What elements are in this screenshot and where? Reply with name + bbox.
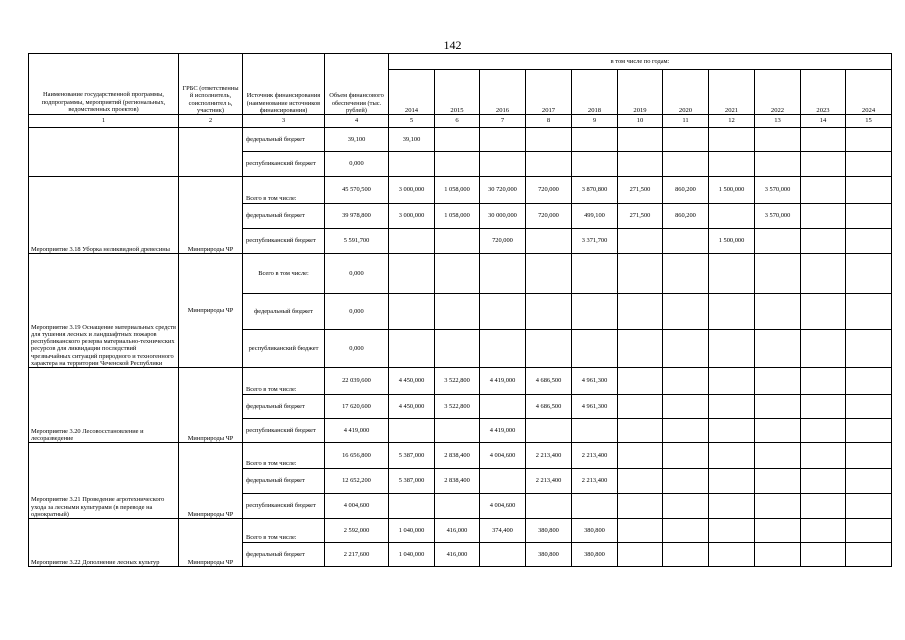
header-by-years: в том числе по годам: [389,54,892,70]
volume-cell: 2 217,600 [325,543,389,567]
year-cell: 2 213,400 [572,469,618,494]
volume-cell: 0,000 [325,152,389,177]
year-cell: 3 870,800 [572,177,618,204]
header-year: 2015 [435,70,480,115]
year-cell: 3 570,000 [755,204,801,229]
col-number: 6 [435,115,480,128]
year-cell: 30 000,000 [480,204,526,229]
year-cell: 1 500,000 [709,177,755,204]
source-cell: федеральный бюджет [243,543,325,567]
source-cell: республиканский бюджет [243,152,325,177]
year-cell: 720,000 [526,204,572,229]
grbs-cell: Минприроды ЧР [179,368,243,443]
source-cell: федеральный бюджет [243,294,325,330]
table-row [29,128,892,152]
year-cell: 4 450,000 [389,395,435,419]
year-cell: 380,800 [572,519,618,543]
header-name: Наименование государственной программы, подпрограммы, мероприятий (региональных, ведомственных проектов) [29,54,179,115]
year-cell: 2 213,400 [572,443,618,469]
header-year: 2018 [572,70,618,115]
source-cell: федеральный бюджет [243,469,325,494]
header-volume: Объем финансового обеспечения (тыс. рублей) [325,54,389,115]
source-cell: Всего в том числе: [243,519,325,543]
volume-cell: 17 620,600 [325,395,389,419]
year-cell: 3 522,800 [435,368,480,395]
grbs-cell: Минприроды ЧР [179,254,243,368]
grbs-cell: Минприроды ЧР [179,443,243,519]
table-row [29,368,892,395]
col-number: 5 [389,115,435,128]
year-cell: 2 213,400 [526,443,572,469]
year-cell: 271,500 [618,177,663,204]
col-number: 2 [179,115,243,128]
year-cell: 4 419,000 [480,419,526,443]
year-cell: 30 720,000 [480,177,526,204]
col-number: 13 [755,115,801,128]
year-cell: 720,000 [526,177,572,204]
year-cell: 3 000,000 [389,204,435,229]
source-cell: федеральный бюджет [243,204,325,229]
source-cell: Всего в том числе: [243,254,325,294]
year-cell: 416,000 [435,519,480,543]
source-cell: федеральный бюджет [243,395,325,419]
source-cell: республиканский бюджет [243,330,325,368]
column-numbers-row [29,115,892,128]
year-cell: 4 419,000 [480,368,526,395]
col-number: 14 [801,115,846,128]
year-cell: 1 500,000 [709,229,755,254]
source-cell: республиканский бюджет [243,419,325,443]
year-cell: 380,800 [572,543,618,567]
year-cell: 3 570,000 [755,177,801,204]
volume-cell: 22 039,600 [325,368,389,395]
year-cell: 4 004,600 [480,443,526,469]
volume-cell: 39 978,800 [325,204,389,229]
year-cell: 499,100 [572,204,618,229]
volume-cell: 5 591,700 [325,229,389,254]
year-cell: 271,500 [618,204,663,229]
year-cell: 5 387,000 [389,443,435,469]
financing-table [28,53,892,567]
year-cell: 39,100 [389,128,435,152]
year-cell: 4 961,300 [572,395,618,419]
year-cell: 720,000 [480,229,526,254]
measure-name: Мероприятие 3.19 Оснащение материальных средств для тушения лесных и ландшафтных пожаров республиканского резерва материально-технических ресурсов для ликвидации последствий чрезвычайных ситуаций природного и техногенного характера на территории Чеченской Республики [29,254,179,368]
year-cell: 4 450,000 [389,368,435,395]
measure-name: Мероприятие 3.21 Проведение агротехнического ухода за лесными культурами (в переводе на однократный) [29,443,179,519]
col-number: 10 [618,115,663,128]
year-cell: 1 058,000 [435,204,480,229]
volume-cell: 0,000 [325,294,389,330]
col-number: 8 [526,115,572,128]
volume-cell: 4 419,000 [325,419,389,443]
table-row [29,519,892,543]
measure-name: Мероприятие 3.20 Лесовосстановление и лесоразведение [29,368,179,443]
header-year: 2023 [801,70,846,115]
col-number: 15 [846,115,892,128]
source-cell: Всего в том числе: [243,368,325,395]
header-year: 2017 [526,70,572,115]
table-row [29,254,892,294]
header-year: 2024 [846,70,892,115]
volume-cell: 39,100 [325,128,389,152]
source-cell: Всего в том числе: [243,177,325,204]
measure-name: Мероприятие 3.22 Дополнение лесных культур [29,519,179,567]
year-cell: 4 004,600 [480,494,526,519]
volume-cell: 45 570,500 [325,177,389,204]
header-year: 2019 [618,70,663,115]
year-cell: 5 387,000 [389,469,435,494]
year-cell: 3 000,000 [389,177,435,204]
year-cell: 380,800 [526,543,572,567]
volume-cell: 2 592,000 [325,519,389,543]
year-cell: 860,200 [663,177,709,204]
header-grbs: ГРБС (ответственны й исполнитель, соисполнител ь, участник) [179,54,243,115]
col-number: 11 [663,115,709,128]
year-cell: 4 686,500 [526,368,572,395]
year-cell: 4 686,500 [526,395,572,419]
source-cell: федеральный бюджет [243,128,325,152]
header-source: Источник финансирования (наименование источников финансирования) [243,54,325,115]
col-number: 12 [709,115,755,128]
year-cell: 2 838,400 [435,443,480,469]
table-row [29,177,892,204]
year-cell: 2 838,400 [435,469,480,494]
table-row [29,443,892,469]
year-cell: 416,000 [435,543,480,567]
volume-cell: 0,000 [325,254,389,294]
year-cell: 1 058,000 [435,177,480,204]
year-cell: 1 040,000 [389,543,435,567]
volume-cell: 0,000 [325,330,389,368]
header-year: 2021 [709,70,755,115]
year-cell: 3 371,700 [572,229,618,254]
col-number: 3 [243,115,325,128]
page-number: 142 [443,38,462,52]
col-number: 1 [29,115,179,128]
year-cell: 4 961,300 [572,368,618,395]
volume-cell: 4 004,600 [325,494,389,519]
volume-cell: 12 652,200 [325,469,389,494]
year-cell: 2 213,400 [526,469,572,494]
col-number: 4 [325,115,389,128]
year-cell: 1 040,000 [389,519,435,543]
header-year: 2022 [755,70,801,115]
source-cell: республиканский бюджет [243,494,325,519]
source-cell: Всего в том числе: [243,443,325,469]
header-year: 2016 [480,70,526,115]
col-number: 9 [572,115,618,128]
year-cell: 380,800 [526,519,572,543]
grbs-cell: Минприроды ЧР [179,177,243,254]
name-cell [29,128,179,177]
volume-cell: 16 656,800 [325,443,389,469]
col-number: 7 [480,115,526,128]
grbs-cell [179,128,243,177]
source-cell: республиканский бюджет [243,229,325,254]
grbs-cell: Минприроды ЧР [179,519,243,567]
measure-name: Мероприятие 3.18 Уборка неликвидной древесины [29,177,179,254]
year-cell: 374,400 [480,519,526,543]
year-cell: 3 522,800 [435,395,480,419]
header-year: 2014 [389,70,435,115]
year-cell: 860,200 [663,204,709,229]
header-year: 2020 [663,70,709,115]
